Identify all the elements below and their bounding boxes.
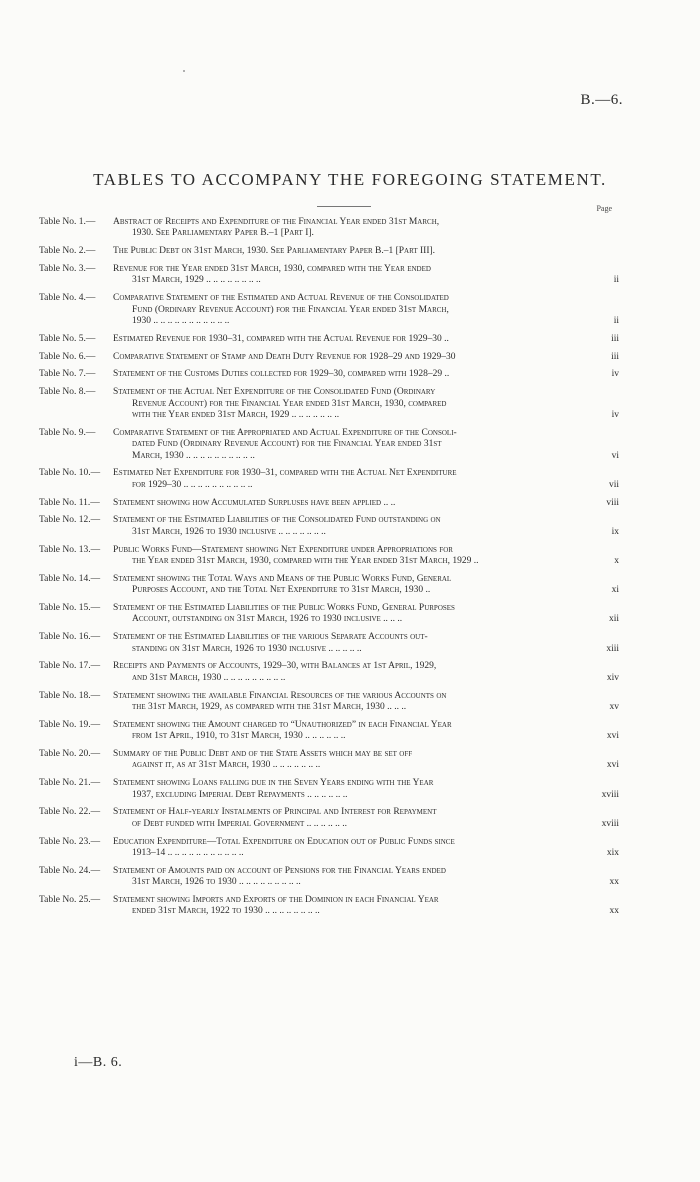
- entry-title-line: Statement showing the Amount charged to “Unauthorized” in each Financial Year: [113, 719, 452, 730]
- entry-title: [113, 498, 587, 509]
- page-number: x: [614, 556, 619, 567]
- entry-title-line: Comparative Statement of the Appropriated and Actual Expenditure of the Consoli-: [113, 427, 457, 438]
- page-number: ii: [613, 316, 619, 327]
- entry-body: [113, 428, 619, 462]
- header-page-reference: B.—6.: [580, 92, 623, 108]
- list-item: [39, 895, 619, 918]
- entry-body: [113, 334, 619, 345]
- list-item: [39, 720, 619, 743]
- page-number: iii: [611, 351, 619, 362]
- page-number: xx: [609, 906, 619, 917]
- entry-body: [113, 837, 619, 860]
- table-number-label: Table No. 12.—: [39, 515, 101, 526]
- entry-body: [113, 352, 619, 363]
- entry-title-line: Comparative Statement of Stamp and Death Duty Revenue for 1928–29 and 1929–30: [113, 351, 456, 362]
- table-number-label: Table No. 21.—: [39, 778, 101, 789]
- entry-title-continuation: of Debt funded with Imperial Government .. .. .. .. .. ..: [132, 818, 348, 829]
- page-number: xix: [606, 848, 619, 859]
- table-number-label: Table No. 25.—: [39, 895, 101, 906]
- entry-title-line: Summary of the Public Debt and of the State Assets which may be set off: [113, 749, 413, 760]
- entry-title-continuation: from 1st April, 1910, to 31st March, 1930 .. .. .. .. .. ..: [132, 731, 346, 742]
- table-number-label: Table No. 14.—: [39, 573, 101, 584]
- table-number-label: Table No. 4.—: [39, 293, 96, 304]
- entry-body: [113, 720, 619, 743]
- entry-title: [113, 264, 587, 287]
- list-item: [39, 691, 619, 714]
- title-divider: [317, 206, 371, 207]
- entry-title-line: Estimated Revenue for 1930–31, compared with the Actual Revenue for 1929–30 ..: [113, 333, 449, 344]
- entry-title-continuation: 1930. See Parliamentary Paper B.–1 [Part I].: [132, 228, 314, 239]
- entry-title-line: Statement of the Estimated Liabilities of the Public Works Fund, General Purposes: [113, 603, 455, 614]
- entry-body: [113, 468, 619, 491]
- table-number-label: Table No. 16.—: [39, 632, 101, 643]
- entry-body: [113, 369, 619, 380]
- table-number-label: Table No. 2.—: [39, 246, 96, 257]
- entry-title: [113, 217, 587, 240]
- entry-title: [113, 387, 587, 421]
- entry-title-line: Revenue for the Year ended 31st March, 1930, compared with the Year ended: [113, 264, 431, 274]
- entry-title: [113, 632, 587, 655]
- entry-title-line: The Public Debt on 31st March, 1930. See Parliamentary Paper B.–1 [Part III].: [113, 246, 436, 257]
- list-item: [39, 293, 619, 327]
- footer-page-reference: i—B. 6.: [74, 1055, 123, 1070]
- entry-title-continuation: Fund (Ordinary Revenue Account) for the Financial Year ended 31st March,: [132, 304, 449, 315]
- entry-title-line: Statement showing the available Financial Resources of the various Accounts on: [113, 690, 447, 701]
- entry-body: [113, 778, 619, 801]
- table-number-label: Table No. 17.—: [39, 661, 101, 672]
- entry-title: [113, 778, 587, 801]
- table-number-label: Table No. 24.—: [39, 865, 101, 876]
- page-number: xvi: [606, 731, 619, 742]
- entry-title: [113, 293, 587, 327]
- entry-title-line: Comparative Statement of the Estimated and Actual Revenue of the Consolidated: [113, 293, 449, 304]
- entry-title-continuation: 31st March, 1929 .. .. .. .. .. .. .. ..: [132, 275, 261, 286]
- table-number-label: Table No. 5.—: [39, 333, 96, 344]
- table-number-label: Table No. 20.—: [39, 749, 101, 760]
- entry-title: [113, 720, 587, 743]
- table-number-label: Table No. 3.—: [39, 264, 96, 274]
- entry-title-continuation: for 1929–30 .. .. .. .. .. .. .. .. .. ..: [132, 479, 253, 490]
- entry-title: [113, 334, 587, 345]
- entry-title: [113, 895, 587, 918]
- entry-body: [113, 807, 619, 830]
- entry-body: [113, 264, 619, 287]
- page-number: viii: [606, 497, 619, 508]
- table-number-label: Table No. 13.—: [39, 544, 101, 555]
- entry-title-continuation: Account, outstanding on 31st March, 1926 to 1930 inclusive .. .. ..: [132, 614, 403, 625]
- entry-body: [113, 246, 619, 257]
- entry-body: [113, 661, 619, 684]
- entry-body: [113, 866, 619, 889]
- entry-title-continuation: dated Fund (Ordinary Revenue Account) for the Financial Year ended 31st: [132, 439, 442, 450]
- list-item: [39, 866, 619, 889]
- page-number: iii: [611, 333, 619, 344]
- entry-body: [113, 603, 619, 626]
- entry-title-continuation: 1937, excluding Imperial Debt Repayments .. .. .. .. .. ..: [132, 789, 348, 800]
- entry-title: [113, 807, 587, 830]
- entry-title-line: Abstract of Receipts and Expenditure of the Financial Year ended 31st March,: [113, 217, 440, 227]
- entry-title-line: Statement of Amounts paid on account of Pensions for the Financial Years ended: [113, 865, 446, 876]
- page-number: xx: [609, 877, 619, 888]
- entry-title: [113, 837, 587, 860]
- entry-title-continuation: with the Year ended 31st March, 1929 .. .. .. .. .. .. ..: [132, 410, 340, 421]
- entry-title-line: Receipts and Payments of Accounts, 1929–30, with Balances at 1st April, 1929,: [113, 661, 437, 672]
- list-item: [39, 369, 619, 380]
- entry-body: [113, 515, 619, 538]
- entry-title: [113, 866, 587, 889]
- list-item: [39, 749, 619, 772]
- page-number: vii: [608, 479, 619, 490]
- entry-title: [113, 428, 587, 462]
- entry-title: [113, 661, 587, 684]
- page-number: ix: [611, 526, 619, 537]
- entry-title-continuation: Purposes Account, and the Total Net Expenditure to 31st March, 1930 ..: [132, 585, 431, 596]
- page-number: xiii: [606, 643, 619, 654]
- list-item: [39, 217, 619, 240]
- page-number: iv: [611, 369, 619, 380]
- entry-title-continuation: March, 1930 .. .. .. .. .. .. .. .. .. ..: [132, 450, 255, 461]
- page-column-heading: Page: [596, 204, 612, 213]
- list-item: [39, 515, 619, 538]
- entry-title: [113, 369, 587, 380]
- table-number-label: Table No. 18.—: [39, 690, 101, 701]
- list-item: [39, 632, 619, 655]
- entry-title: [113, 603, 587, 626]
- entry-title-line: Statement of the Estimated Liabilities of the Consolidated Fund outstanding on: [113, 515, 441, 526]
- page-number: xviii: [601, 818, 619, 829]
- page-number: ii: [613, 275, 619, 286]
- entry-title-line: Public Works Fund—Statement showing Net Expenditure under Appropriations for: [113, 544, 453, 555]
- entry-title-line: Statement of the Customs Duties collected for 1929–30, compared with 1928–29 ..: [113, 369, 450, 380]
- entry-body: [113, 574, 619, 597]
- entry-title: [113, 574, 587, 597]
- entry-title-line: Statement of Half-yearly Instalments of Principal and Interest for Repayment: [113, 807, 437, 818]
- entry-body: [113, 293, 619, 327]
- table-number-label: Table No. 7.—: [39, 369, 96, 380]
- page-title: TABLES TO ACCOMPANY THE FOREGOING STATEMENT.: [93, 170, 607, 189]
- table-number-label: Table No. 15.—: [39, 603, 101, 614]
- list-item: [39, 246, 619, 257]
- page-number: iv: [611, 410, 619, 421]
- ink-speck: [183, 70, 185, 72]
- entry-title: [113, 352, 587, 363]
- entry-title: [113, 468, 587, 491]
- entry-body: [113, 217, 619, 240]
- entry-body: [113, 545, 619, 568]
- page-number: vi: [611, 450, 619, 461]
- entry-body: [113, 632, 619, 655]
- entry-title-line: Statement of the Actual Net Expenditure of the Consolidated Fund (Ordinary: [113, 387, 436, 398]
- entry-title-continuation: standing on 31st March, 1926 to 1930 inclusive .. .. .. .. ..: [132, 643, 362, 654]
- table-number-label: Table No. 6.—: [39, 351, 96, 362]
- entry-title-line: Statement showing the Total Ways and Means of the Public Works Fund, General: [113, 573, 452, 584]
- list-item: [39, 574, 619, 597]
- table-number-label: Table No. 19.—: [39, 719, 101, 730]
- table-number-label: Table No. 11.—: [39, 497, 100, 508]
- page-number: xiv: [606, 672, 619, 683]
- entry-title-continuation: the Year ended 31st March, 1930, compared with the Year ended 31st March, 1929 ..: [132, 556, 479, 567]
- list-item: [39, 661, 619, 684]
- entry-title: [113, 515, 587, 538]
- page-number: xviii: [601, 789, 619, 800]
- entry-body: [113, 498, 619, 509]
- list-item: [39, 807, 619, 830]
- entry-title-line: Statement showing Loans falling due in the Seven Years ending with the Year: [113, 778, 434, 789]
- list-item: [39, 387, 619, 421]
- entry-title-continuation: 1930 .. .. .. .. .. .. .. .. .. .. ..: [132, 316, 230, 327]
- page-number: xi: [611, 585, 619, 596]
- table-number-label: Table No. 9.—: [39, 427, 96, 438]
- entry-body: [113, 691, 619, 714]
- entry-title-continuation: 1913–14 .. .. .. .. .. .. .. .. .. .. ..: [132, 848, 244, 859]
- entry-title: [113, 749, 587, 772]
- list-item: [39, 498, 619, 509]
- list-item: [39, 468, 619, 491]
- entry-title: [113, 691, 587, 714]
- entry-title: [113, 545, 587, 568]
- list-item: [39, 603, 619, 626]
- list-item: [39, 264, 619, 287]
- table-number-label: Table No. 22.—: [39, 807, 101, 818]
- entry-title-continuation: against it, as at 31st March, 1930 .. .. .. .. .. .. ..: [132, 760, 321, 771]
- table-number-label: Table No. 23.—: [39, 836, 101, 847]
- entry-title-line: Statement showing Imports and Exports of the Dominion in each Financial Year: [113, 895, 439, 906]
- list-item: [39, 352, 619, 363]
- entry-title-line: Statement showing how Accumulated Surpluses have been applied .. ..: [113, 497, 396, 508]
- entry-title-continuation: 31st March, 1926 to 1930 .. .. .. .. .. .. .. .. ..: [132, 877, 301, 888]
- entry-body: [113, 387, 619, 421]
- list-item: [39, 334, 619, 345]
- page-number: xvi: [606, 760, 619, 771]
- page-number: xii: [608, 614, 619, 625]
- entry-title-continuation: Revenue Account) for the Financial Year ended 31st March, 1930, compared: [132, 398, 447, 409]
- table-of-contents: [39, 217, 619, 924]
- page-number: xv: [609, 702, 619, 713]
- entry-title-line: Estimated Net Expenditure for 1930–31, compared with the Actual Net Expenditure: [113, 468, 457, 479]
- table-number-label: Table No. 8.—: [39, 387, 96, 398]
- entry-body: [113, 895, 619, 918]
- entry-title-line: Education Expenditure—Total Expenditure on Education out of Public Funds since: [113, 836, 455, 847]
- entry-title: [113, 246, 587, 257]
- list-item: [39, 428, 619, 462]
- entry-title-continuation: and 31st March, 1930 .. .. .. .. .. .. .. .. ..: [132, 672, 286, 683]
- table-number-label: Table No. 10.—: [39, 468, 101, 479]
- entry-title-continuation: ended 31st March, 1922 to 1930 .. .. .. .. .. .. .. ..: [132, 906, 320, 917]
- entry-body: [113, 749, 619, 772]
- list-item: [39, 545, 619, 568]
- entry-title-continuation: the 31st March, 1929, as compared with the 31st March, 1930 .. .. ..: [132, 702, 407, 713]
- entry-title-continuation: 31st March, 1926 to 1930 inclusive .. .. .. .. .. .. ..: [132, 526, 326, 537]
- table-number-label: Table No. 1.—: [39, 217, 96, 227]
- list-item: [39, 837, 619, 860]
- entry-title-line: Statement of the Estimated Liabilities of the various Separate Accounts out-: [113, 632, 428, 643]
- list-item: [39, 778, 619, 801]
